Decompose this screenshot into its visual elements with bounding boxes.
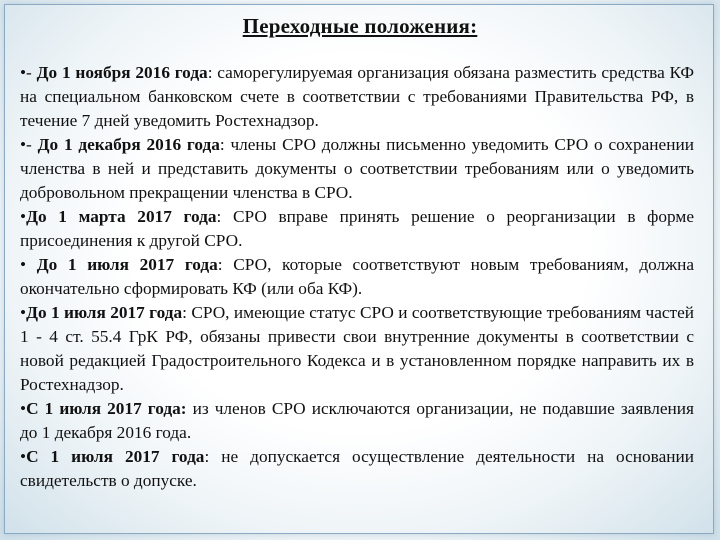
paragraph-text: : члены СРО должны письменно уведомить СРО о сохранении членства в ней и представить документы о соответствии требованиям или о уведомить добровольном прекращении членства в СРО.: [20, 135, 694, 202]
paragraph-lead: До 1 декабря 2016 года: [37, 135, 220, 154]
paragraph-lead: С 1 июля 2017 года: [26, 447, 205, 466]
paragraph-lead: С 1 июля 2017 года:: [26, 399, 187, 418]
paragraph-7: [20, 445, 694, 493]
bullet: •: [20, 255, 37, 274]
paragraph-4: [20, 253, 694, 301]
slide-content: [20, 61, 694, 493]
paragraph-text: из членов СРО исключаются организации, не подавшие заявления до 1 декабря 2016 года.: [20, 399, 694, 442]
paragraph-6: [20, 397, 694, 445]
paragraph-text: : не допускается осуществление деятельности на основании свидетельств о допуске.: [20, 447, 694, 490]
bullet: •: [20, 447, 27, 466]
paragraph-text: : СРО, которые соответствуют новым требованиям, должна окончательно сформировать КФ (или оба КФ).: [20, 255, 695, 298]
paragraph-2: [20, 133, 694, 205]
slide-title: Переходные положения:: [242, 14, 478, 38]
paragraph-lead: До 1 ноября 2016 года: [36, 63, 208, 82]
paragraph-text: : СРО вправе принять решение о реорганизации в форме присоединения к другой СРО.: [20, 207, 694, 250]
bullet: •-: [20, 63, 37, 82]
paragraph-lead: До 1 марта 2017 года: [26, 207, 217, 226]
paragraph-text: : СРО, имеющие статус СРО и соответствующие требованиям частей 1 - 4 ст. 55.4 ГрК РФ, обязаны привести свои внутренние документы в соответствии с новой редакцией Градостроительного Кодекса и в установленном порядке направить их в Ростехнадзор.: [20, 303, 695, 394]
bullet: •: [20, 207, 27, 226]
paragraph-text: : саморегулируемая организация обязана разместить средства КФ на специальном банковском счете в соответствии с требованиями Правительства РФ, в течение 7 дней уведомить Ростехнадзор.: [20, 63, 694, 130]
bullet: •-: [20, 135, 38, 154]
paragraph-3: [20, 205, 694, 253]
bullet: •: [20, 303, 27, 322]
paragraph-5: [20, 301, 694, 397]
paragraph-lead: До 1 июля 2017 года: [26, 303, 183, 322]
paragraph-lead: До 1 июля 2017 года: [36, 255, 218, 274]
bullet: •: [20, 399, 27, 418]
paragraph-1: [20, 61, 694, 133]
